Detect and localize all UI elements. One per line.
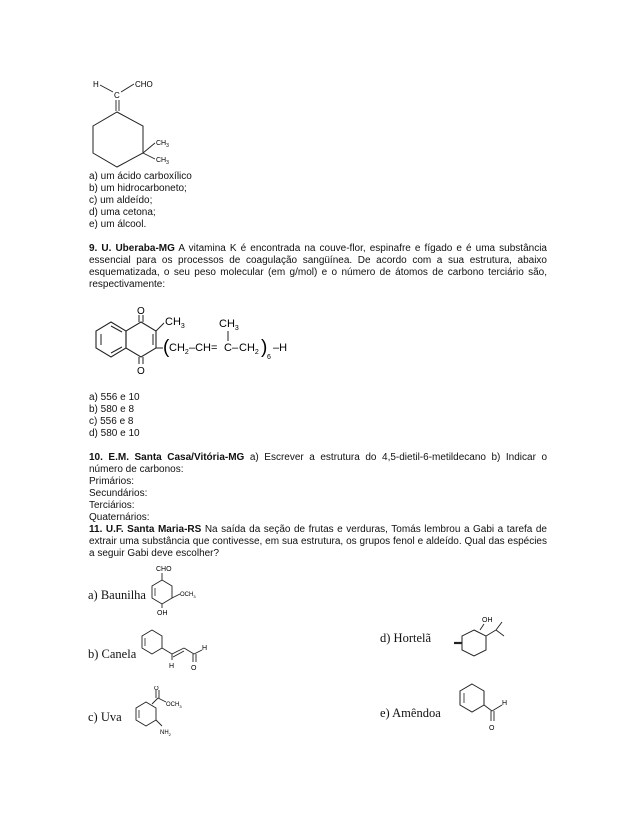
q11-option-c: c) Uva: [88, 710, 122, 724]
q9-paren-close: ): [261, 337, 268, 358]
q11b-h: H: [169, 663, 175, 670]
q10-secundarios: Secundários:: [89, 488, 148, 499]
q8-atom-ch3-b: $CH_3$: [156, 157, 169, 166]
q11e-o: O: [489, 725, 495, 732]
q11a-och3: $OCH_3$: [180, 592, 196, 599]
q9-heading: 9. U. Uberaba-MG: [89, 243, 175, 254]
q9-chain-c: C: [224, 342, 232, 354]
q11-menthone-structure: [450, 612, 530, 664]
q11-option-e: e) Amêndoa: [380, 706, 441, 720]
q8-option-c: c) um aldeído;: [89, 195, 153, 206]
q11-cinnamaldehyde-structure: [140, 626, 215, 672]
q9-oxygen-bottom: O: [137, 366, 145, 377]
q11-text: Na saída da seção de frutas e verduras, Tomás lembrou a Gabi a tarefa de extrair uma substância que contivesse, em sua estrutura, os grupos fenol e aldeído. Qual das espécies a seguir Gabi deve escolher?: [89, 524, 547, 559]
q9-repeat-n: 6: [267, 354, 271, 361]
q11c-nh2: $NH_2$: [160, 730, 171, 736]
q8-option-e: e) um álcool.: [89, 219, 147, 230]
q10-question: [89, 452, 547, 476]
q8-atom-ch3-a: $CH_3$: [156, 140, 169, 149]
q11-methyl-anthranilate-structure: [134, 686, 214, 736]
q8-structure-image: [89, 75, 199, 170]
q8-atom-c: C: [114, 91, 120, 100]
q8-atom-cho: CHO: [135, 80, 153, 89]
q11-option-d: d) Hortelã: [380, 631, 432, 645]
q9-option-c: c) 556 e 8: [89, 416, 134, 427]
q9-chain-h: –H: [273, 342, 288, 354]
q9-chain-ch: –CH=: [189, 342, 218, 354]
q9-chain-ch2: $CH_2$: [169, 342, 189, 356]
q11c-och3: $OCH_3$: [166, 702, 182, 709]
q10-primarios: Primários:: [89, 476, 135, 487]
q9-vitamin-k-structure: [89, 305, 319, 385]
q11-vanillin-structure: [150, 564, 220, 616]
q9-question: [89, 243, 547, 291]
q8-option-b: b) um hidrocarboneto;: [89, 183, 187, 194]
q9-option-b: b) 580 e 8: [89, 404, 135, 415]
q10-heading: 10. E.M. Santa Casa/Vitória-MG: [89, 452, 245, 463]
q9-paren-open: (: [163, 337, 170, 358]
q8-option-a: a) um ácido carboxílico: [89, 171, 192, 182]
q11c-o: O: [154, 686, 159, 692]
q8-atom-h: H: [93, 80, 99, 89]
q11e-h: H: [502, 700, 508, 707]
q11-option-b: b) Canela: [88, 647, 137, 661]
q10-text: a) Escrever a estrutura do 4,5-dietil-6-metildecano b) Indicar o número de carbonos:: [89, 452, 547, 475]
q9-oxygen-top: O: [137, 306, 145, 317]
q9-ch3-top: $CH_3$: [219, 318, 239, 332]
q9-option-a: a) 556 e 10: [89, 392, 140, 403]
q11b-h2: H: [202, 645, 208, 652]
q10-quaternarios: Quaternários:: [89, 512, 150, 523]
q9-option-d: d) 580 e 10: [89, 428, 140, 439]
q11-question: [89, 524, 547, 560]
q11d-oh: OH: [482, 617, 493, 624]
q11a-oh: OH: [157, 610, 168, 616]
q11a-cho: CHO: [156, 566, 172, 573]
q11-heading: 11. U.F. Santa Maria-RS: [89, 524, 202, 535]
q11-benzaldehyde-structure: [452, 680, 522, 734]
q9-chain-dash: –: [232, 342, 239, 354]
q8-option-d: d) uma cetona;: [89, 207, 156, 218]
q10-terciarios: Terciários:: [89, 500, 135, 511]
q11b-o: O: [191, 665, 197, 672]
q9-ch3-ring: $CH_3$: [165, 316, 185, 330]
q11-option-a: a) Baunilha: [88, 588, 146, 602]
q9-text: A vitamina K é encontrada na couve-flor, espinafre e fígado e é uma substância essencial para os processos de coagulação sangüínea. De acordo com a sua estrutura, abaixo esquematizada, o seu peso molecular (em g/mol) e o número de átomos de carbono terciário são, respectivamente:: [89, 243, 547, 290]
q9-chain-ch2-b: $CH_2$: [239, 342, 259, 356]
